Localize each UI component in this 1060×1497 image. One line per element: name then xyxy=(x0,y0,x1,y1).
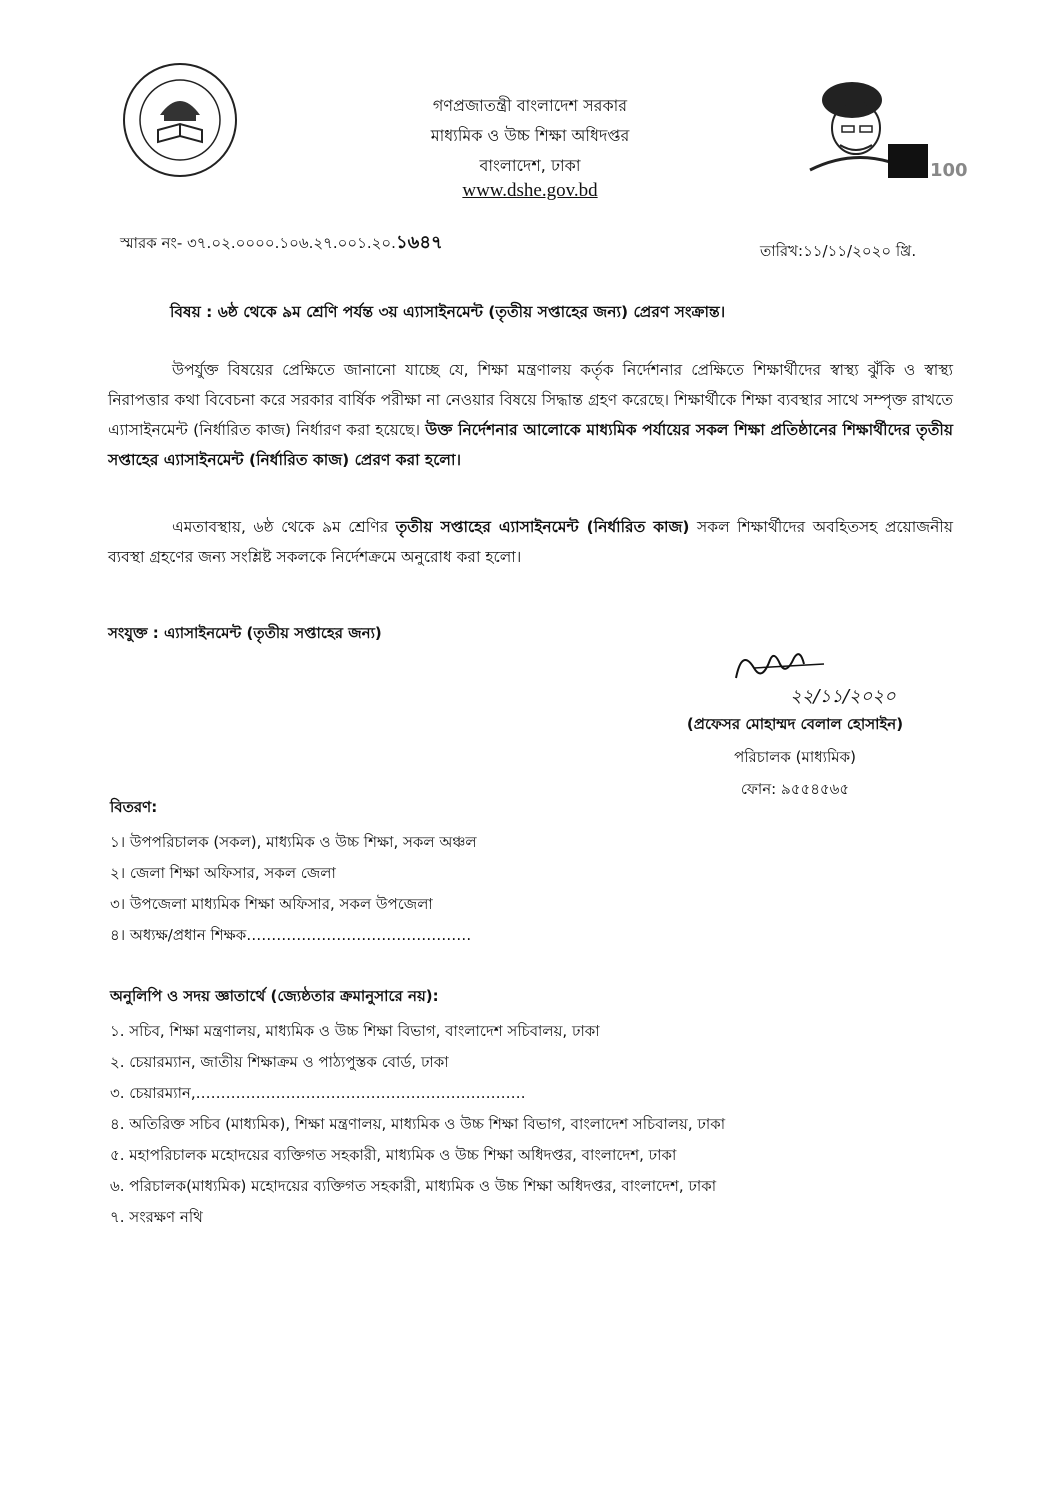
ministry-seal-logo xyxy=(120,60,240,180)
list-item: ২. চেয়ারম্যান, জাতীয় শিক্ষাক্রম ও পাঠ্যপুস্তক বোর্ড, ঢাকা xyxy=(110,1053,449,1071)
paragraph-2-text-b: সকল শিক্ষার্থীদের অবহিতসহ প্রয়োজনীয় ব্যবস্থা গ্রহণের জন্য সংশ্লিষ্ট সকলকে নির্দেশক্রমে অনুরোধ করা হলো। xyxy=(108,518,953,566)
paragraph-2-text-a: এমতাবস্থায়, ৬ষ্ঠ থেকে ৯ম শ্রেণির xyxy=(172,518,389,536)
list-item: ৪। অধ্যক্ষ/প্রধান শিক্ষক……………………………………… xyxy=(110,926,472,944)
distribution-list xyxy=(110,796,477,951)
list-item: ২। জেলা শিক্ষা অফিসার, সকল জেলা xyxy=(110,864,336,882)
memo-label: স্মারক নং- ৩৭.০২.০০০০.১০৬.২৭.০০১.২০. xyxy=(120,234,396,252)
attachment-line: সংযুক্ত : এ্যাসাইনমেন্ট (তৃতীয় সপ্তাহের জন্য) xyxy=(108,624,382,642)
distribution-heading: বিতরণ: xyxy=(110,798,158,816)
memo-number xyxy=(120,228,443,259)
list-item: ৭. সংরক্ষণ নথি xyxy=(110,1208,203,1226)
list-item: ৪. অতিরিক্ত সচিব (মাধ্যমিক), শিক্ষা মন্ত্রণালয়, মাধ্যমিক ও উচ্চ শিক্ষা বিভাগ, বাংলাদেশ সচিবালয়, ঢাকা xyxy=(110,1115,726,1133)
signatory-name: (প্রফেসর মোহাম্মদ বেলাল হোসাইন) xyxy=(686,715,904,733)
signatory-title: পরিচালক (মাধ্যমিক) xyxy=(734,748,856,766)
paragraph-1-bold-text: উক্ত নির্দেশনার আলোকে মাধ্যমিক পর্যায়ের সকল শিক্ষা প্রতিষ্ঠানের শিক্ষার্থীদের তৃতীয় সপ্তাহের এ্যাসাইনমেন্ট (নির্ধারিত কাজ) প্রেরণ করা হলো। xyxy=(108,421,953,469)
list-item: ৩। উপজেলা মাধ্যমিক শিক্ষা অফিসার, সকল উপজেলা xyxy=(110,895,433,913)
copies-heading: অনুলিপি ও সদয় জ্ঞাতার্থে (জ্যেষ্ঠতার ক্রমানুসারে নয়): xyxy=(110,987,439,1005)
memo-handwritten-number: ১৬৪৭ xyxy=(395,232,443,253)
body-paragraph-1 xyxy=(108,355,953,475)
date-value: ১১/১১/২০২০ খ্রি. xyxy=(803,242,917,260)
list-item: ৩. চেয়ারম্যান,………………………………………………………… xyxy=(110,1084,526,1102)
body-paragraph-2 xyxy=(108,512,953,572)
website-link[interactable]: www.dshe.gov.bd xyxy=(462,180,598,201)
list-item: ১। উপপরিচালক (সকল), মাধ্যমিক ও উচ্চ শিক্ষা, সকল অঞ্চল xyxy=(110,833,477,851)
copies-list xyxy=(110,985,725,1233)
list-item: ৬. পরিচালক(মাধ্যমিক) মহোদয়ের ব্যক্তিগত সহকারী, মাধ্যমিক ও উচ্চ শিক্ষা অধিদপ্তর, বাংলাদেশ, ঢাকা xyxy=(110,1177,717,1195)
paragraph-2-bold-text: তৃতীয় সপ্তাহের এ্যাসাইনমেন্ট (নির্ধারিত কাজ) xyxy=(395,518,690,536)
signature-date: ২২/১১/২০২০ xyxy=(790,686,896,707)
list-item: ৫. মহাপরিচালক মহোদয়ের ব্যক্তিগত সহকারী, মাধ্যমিক ও উচ্চ শিক্ষা অধিদপ্তর, বাংলাদেশ, ঢাকা xyxy=(110,1146,677,1164)
list-item: ১. সচিব, শিক্ষা মন্ত্রণালয়, মাধ্যমিক ও উচ্চ শিক্ষা বিভাগ, বাংলাদেশ সচিবালয়, ঢাকা xyxy=(110,1022,600,1040)
directorate-name: মাধ্যমিক ও উচ্চ শিক্ষা অধিদপ্তর xyxy=(430,126,630,145)
paragraph-1-text: উপর্যুক্ত বিষয়ের প্রেক্ষিতে জানানো যাচ্ছে যে, শিক্ষা মন্ত্রণালয় কর্তৃক নির্দেশনার প্রেক্ষিতে শিক্ষার্থীদের স্বাস্থ্য ঝুঁকি ও স্বাস্থ্য নিরাপত্তার কথা বিবেচনা করে সরকার বার্ষিক পরীক্ষা না নেওয়ার বিষয়ে সিদ্ধান্ত গ্রহণ করেছে। শিক্ষার্থীকে শিক্ষা ব্যবস্থার সাথে সম্পৃক্ত রাখতে এ্যাসাইনমেন্ট (নির্ধারিত কাজ) নির্ধারণ করা হয়েছে। xyxy=(108,361,953,439)
govt-name: গণপ্রজাতন্ত্রী বাংলাদেশ সরকার xyxy=(432,96,628,115)
signatory-phone: ফোন: ৯৫৫৪৫৬৫ xyxy=(740,780,850,798)
location: বাংলাদেশ, ঢাকা xyxy=(479,156,581,175)
mujib-centenary-logo xyxy=(790,70,968,185)
svg-text:100: 100 xyxy=(930,160,968,181)
memo-date xyxy=(760,240,916,265)
date-label: তারিখ: xyxy=(760,242,804,260)
subject-line: বিষয় : ৬ষ্ঠ থেকে ৯ম শ্রেণি পর্যন্ত ৩য় এ্যাসাইনমেন্ট (তৃতীয় সপ্তাহের জন্য) প্রেরণ সংক্রান্ত। xyxy=(170,303,726,321)
